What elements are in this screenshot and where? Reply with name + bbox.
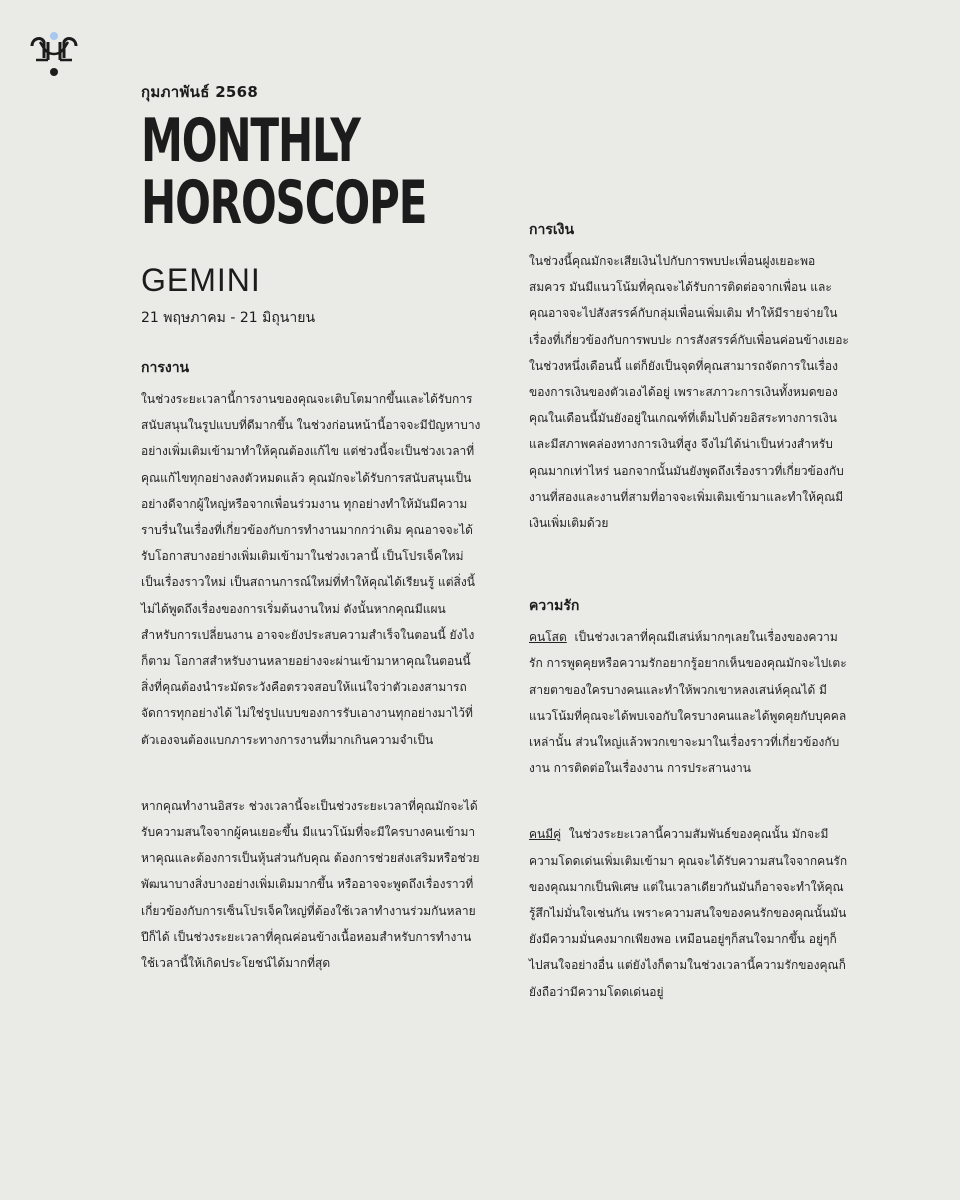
title-line-1: MONTHLY [141,106,360,176]
left-column [141,82,481,976]
title-line-2: HOROSCOPE [141,168,427,238]
couple-label: คนมีคู่ [529,827,562,842]
love-heading: ความรัก [529,598,580,615]
date-range: 21 พฤษภาคม - 21 มิถุนายน [141,310,316,326]
zodiac-sign: GEMINI [141,262,261,298]
money-paragraph: ในช่วงนี้คุณมักจะเสียเงินไปกับการพบปะเพื่อนฝูงเยอะพอสมควร มันมีแนวโน้มที่คุณจะได้รับการติดต่อจากเพื่อน และคุณอาจจะไปสังสรรค์กับกลุ่มเพื่อนเพิ่มเติม ทำให้มีรายจ่ายในเรื่องที่เกี่ยวข้องกับการพบปะ การสังสรรค์กับเพื่อนค่อนข้างเยอะในช่วงหนึ่งเดือนนี้ แต่ก็ยังเป็นจุดที่คุณสามารถจัดการในเรื่องของการเงินของตัวเองได้อยู่ เพราะสภาวะการเงินทั้งหมดของคุณในเดือนนี้มันยังอยู่ในเกณฑ์ที่เต็มไปด้วยอิสระทางการเงินและมีสภาพคล่องทางการเงินที่สูง จึงไม่ได้น่าเป็นห่วงสำหรับคุณมากเท่าไหร่ นอกจากนั้นมันยังพูดถึงเรื่องราวที่เกี่ยวข้องกับงานที่สองและงานที่สามที่อาจจะเพิ่มเติมเข้ามาและทำให้คุณมีเงินเพิ่มเติมด้วย [529,254,849,531]
right-column [529,220,849,1005]
month-label: กุมภาพันธ์ 2568 [141,83,259,101]
love-single-paragraph [529,624,849,781]
single-label: คนโสด [529,630,567,645]
single-text: เป็นช่วงเวลาที่คุณมีเสน่ห์มากๆเลยในเรื่องของความรัก การพูดคุยหรือความรักอยากรู้อยากเห็นของคุณมักจะไปเตะสายตาของใครบางคนและทำให้พวกเขาหลงเสน่ห์คุณได้ มีแนวโน้มที่คุณจะได้พบเจอกับใครบางคนและได้พูดคุยกับบุคคลเหล่านั้น ส่วนใหญ่แล้วพวกเขาจะมาในเรื่องราวที่เกี่ยวข้องกับงาน การติดต่อในเรื่องงาน การประสานงาน [529,630,847,776]
work-paragraph-1: ในช่วงระยะเวลานี้การงานของคุณจะเติบโตมากขึ้นและได้รับการสนับสนุนในรูปแบบที่ดีมากขึ้น ในช่วงก่อนหน้านี้อาจจะมีปัญหาบางอย่างเพิ่มเติมเข้ามาทำให้คุณต้องแก้ไข แต่ช่วงนี้จะเป็นช่วงเวลาที่คุณแก้ไขทุกอย่างลงตัวหมดแล้ว คุณมักจะได้รับการสนับสนุนเป็นอย่างดีจากผู้ใหญ่หรือจากเพื่อนร่วมงาน ทุกอย่างทำให้มันมีความราบรื่นในเรื่องที่เกี่ยวข้องกับการทำงานมากกว่าเดิม คุณอาจจะได้รับโอกาสบางอย่างเพิ่มเติมเข้ามาในช่วงเวลานี้ เป็นโปรเจ็คใหม่ เป็นเรื่องราวใหม่ เป็นสถานการณ์ใหม่ที่ทำให้คุณได้เรียนรู้ แต่สิ่งนี้ไม่ได้พูดถึงเรื่องของการเริ่มต้นงานใหม่ ดังนั้นหากคุณมีแผนสำหรับการเปลี่ยนงาน อาจจะยังประสบความสำเร็จในตอนนี้ ยังไงก็ตาม โอกาสสำหรับงานหลายอย่างจะผ่านเข้ามาหาคุณในตอนนี้ สิ่งที่คุณต้องนำระมัดระวังคือตรวจสอบให้แน่ใจว่าตัวเองสามารถจัดการทุกอย่างได้ ไม่ใช่รูปแบบของการรับเอางานทุกอย่างมาไว้ที่ตัวเองจนต้องแบกภาระทางการงานที่มากเกินความจำเป็น [141,392,481,747]
love-couple-paragraph [529,821,849,1004]
couple-text: ในช่วงระยะเวลานี้ความสัมพันธ์ของคุณนั้น มักจะมีความโดดเด่นเพิ่มเติมเข้ามา คุณจะได้รับความสนใจจากคนรักของคุณมากเป็นพิเศษ แต่ในเวลาเดียวกันมันก็อาจจะทำให้คุณรู้สึกไม่มั่นใจเช่นกัน เพราะความสนใจของคนรักของคุณนั้นมันยังมีความมั่นคงมากเพียงพอ เหมือนอยู่ๆก็สนใจมากขึ้น อยู่ๆก็ไปสนใจอย่างอื่น แต่ยังไงก็ตามในช่วงเวลานี้ความรักของคุณก็ยังถือว่ามีความโดดเด่นอยู่ [529,827,848,999]
work-paragraph-2: หากคุณทำงานอิสระ ช่วงเวลานี้จะเป็นช่วงระยะเวลาที่คุณมักจะได้รับความสนใจจากผู้คนเยอะขึ้น มีแนวโน้มที่จะมีใครบางคนเข้ามาหาคุณและต้องการเป็นหุ้นส่วนกับคุณ ต้องการช่วยส่งเสริมหรือช่วยพัฒนาบางสิ่งบางอย่างเพิ่มเติมมากขึ้น หรืออาจจะพูดถึงเรื่องราวที่เกี่ยวข้องกับการเซ็นโปรเจ็คใหญ่ที่ต้องใช้เวลาทำงานร่วมกันหลายปีก็ได้ เป็นช่วงระยะเวลาที่คุณค่อนข้างเนื้อหอมสำหรับการทำงาน ใช้เวลานี้ให้เกิดประโยชน์ได้มากที่สุด [141,798,480,971]
page-title [141,106,476,238]
work-heading: การงาน [141,360,190,376]
gemini-logo-icon [28,28,80,80]
money-heading: การเงิน [529,222,575,238]
